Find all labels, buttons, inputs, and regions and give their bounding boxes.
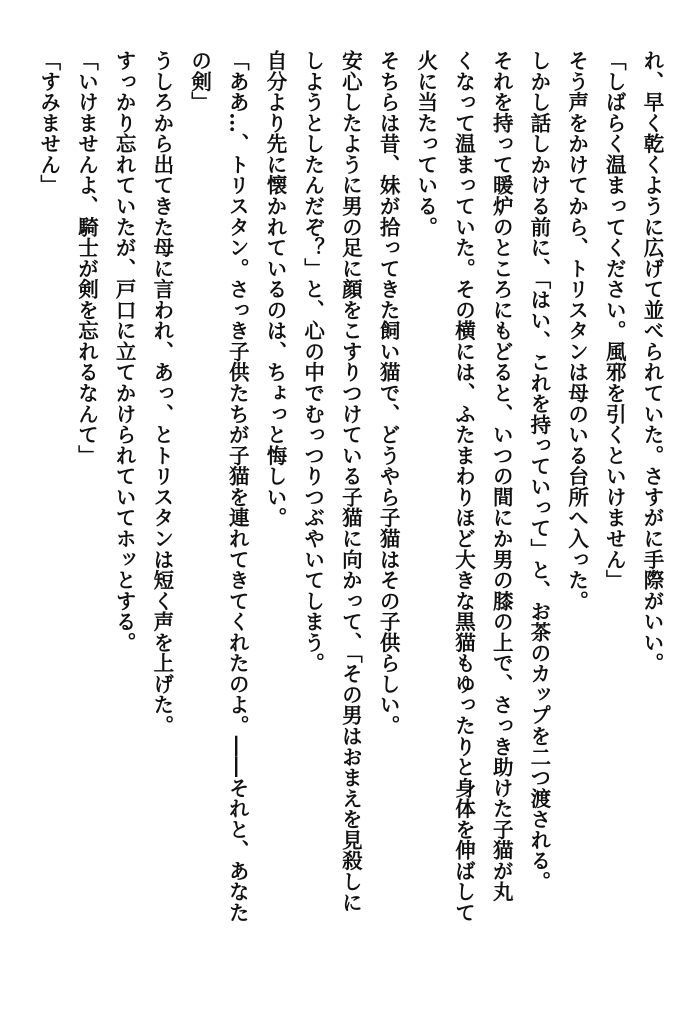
text-line: しかし話しかける前に、「はい、これを持っていって」と、お茶のカップを二つ渡される。 (526, 50, 551, 892)
text-line: 「すみません」 (36, 50, 61, 196)
text-line: の剣」 (187, 50, 212, 113)
text-line: 自分より先に懐かれているのは、ちょっと悔しい。 (262, 50, 287, 528)
text-line: 火に当たっている。 (413, 50, 438, 238)
text-line: 「ああ…、トリスタン。さっき子供たちが子猫を連れてきてくれたのよ。――それと、あなた (225, 50, 250, 923)
text-line: くなって温まっていた。その横には、ふたまわりほど大きな黒猫もゆったりと身体を伸ばして (451, 50, 476, 923)
text-line: れ、早く乾くように広げて並べられていた。さすがに手際がいい。 (640, 50, 664, 674)
text-line: そちらは昔、妹が拾ってきた飼い猫で、どうやら子猫はその子供らしい。 (376, 50, 401, 736)
text-line: それを持って暖炉のところにもどると、いつの間にか男の膝の上で、さっき助けた子猫が丸 (489, 50, 514, 902)
text-line: すっかり忘れていたが、戸口に立てかけられていてホッとする。 (112, 50, 137, 653)
vertical-text-body (15, 50, 670, 1010)
text-line: 「しばらく温まってください。風邪を引くといけません」 (602, 50, 627, 591)
text-line: しようとしたんだぞ？」と、心の中でむっつりつぶやいてしまう。 (300, 50, 325, 674)
text-line: うしろから出てきた母に言われ、あっ、とトリスタンは短く声を上げた。 (149, 50, 174, 736)
text-line: 「いけませんよ、騎士が剣を忘れるなんて」 (74, 50, 99, 466)
text-line: 安心したように男の足に顔をこすりつけている子猫に向かって、「その男はおまえを見殺しに (338, 50, 363, 913)
text-line: そう声をかけてから、トリスタンは母のいる台所へ入った。 (564, 50, 589, 612)
